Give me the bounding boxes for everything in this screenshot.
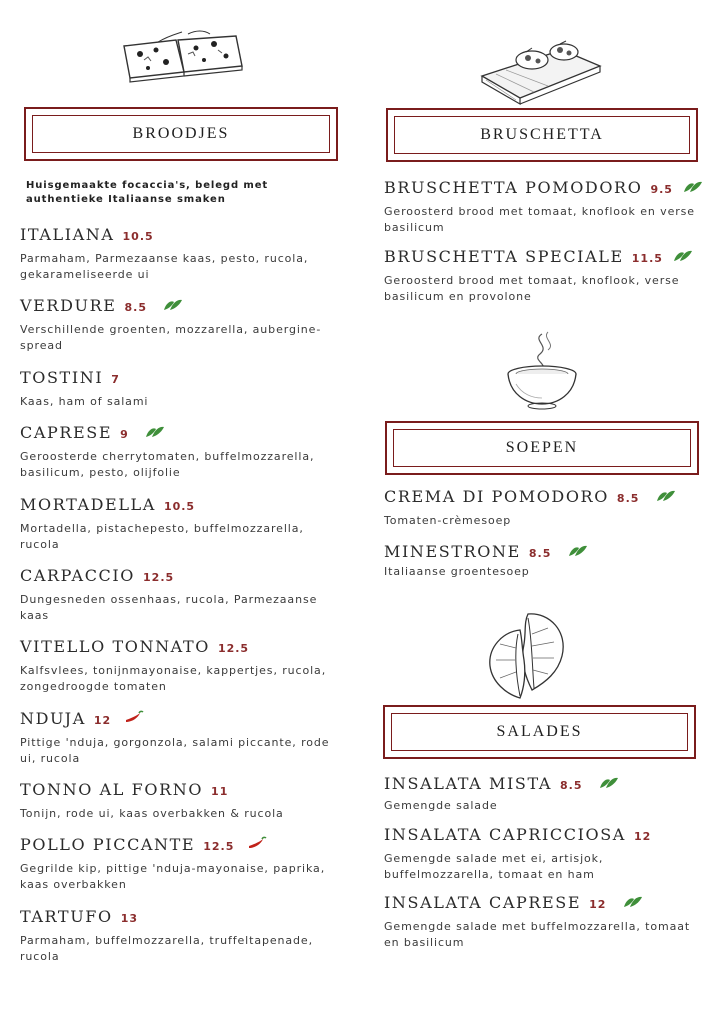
- menu-item-insalata-mista: [384, 774, 704, 814]
- menu-item-nduja: [20, 709, 340, 767]
- leaf-icon: [163, 299, 183, 311]
- menu-item-minestrone: [384, 542, 704, 580]
- leaf-icon: [145, 426, 165, 438]
- chili-icon: [124, 710, 144, 724]
- item-price: 12: [589, 898, 607, 911]
- menu-item-insalata-caprese: [384, 893, 704, 951]
- item-description: Gemengde salade: [384, 799, 498, 812]
- item-description: Gegrilde kip, pittige 'nduja-mayonaise, paprika, kaas overbakken: [20, 862, 326, 891]
- soepen-header: [385, 421, 699, 475]
- menu-item-mortadella: [20, 495, 340, 553]
- item-description: Geroosterde cherrytomaten, buffelmozzarella, basilicum, pesto, olijfolie: [20, 450, 315, 479]
- item-description: Verschillende groenten, mozzarella, aubergine-spread: [20, 323, 322, 352]
- item-price: 8.5: [560, 779, 583, 792]
- item-description: Kalfsvlees, tonijnmayonaise, kappertjes, rucola, zongedroogde tomaten: [20, 664, 327, 693]
- menu-item-insalata-capricciosa: [384, 825, 704, 883]
- salades-header: [383, 705, 696, 759]
- menu-item-bruschetta-speciale: [384, 247, 704, 305]
- menu-item-tartufo: [20, 907, 340, 965]
- item-price: 12: [633, 830, 652, 843]
- item-name: INSALATA CAPRICCIOSA: [384, 825, 626, 844]
- leaf-icon: [683, 181, 703, 193]
- item-name: TARTUFO: [20, 907, 113, 926]
- item-name: CREMA DI POMODORO: [384, 487, 609, 506]
- item-description: Geroosterd brood met tomaat, knoflook en verse basilicum: [384, 205, 695, 234]
- item-description: Kaas, ham of salami: [20, 395, 149, 408]
- menu-item-tonno-al-forno: [20, 780, 340, 822]
- broodjes-intro: Huisgemaakte focaccia's, belegd met authentieke Italiaanse smaken: [26, 180, 269, 205]
- item-price: 8.5: [124, 301, 148, 314]
- item-description: Gemengde salade met buffelmozzarella, tomaat en basilicum: [384, 920, 691, 949]
- item-price: 12.5: [217, 642, 250, 655]
- soepen-title: SOEPEN: [505, 439, 579, 456]
- focaccia-illustration: [118, 28, 248, 84]
- item-description: Pittige 'nduja, gorgonzola, salami piccante, rode ui, rucola: [20, 736, 330, 765]
- menu-item-caprese: [20, 423, 340, 481]
- item-price: 9: [120, 428, 129, 441]
- item-name: POLLO PICCANTE: [20, 835, 196, 854]
- item-name: CAPRESE: [20, 423, 113, 442]
- item-name: MORTADELLA: [20, 495, 156, 514]
- lettuce-illustration: [480, 608, 576, 704]
- item-name: TOSTINI: [20, 368, 104, 387]
- item-name: VERDURE: [20, 296, 117, 315]
- item-description: Tonijn, rode ui, kaas overbakken & rucola: [20, 807, 284, 820]
- chili-icon: [247, 836, 267, 850]
- menu-item-pollo-piccante: [20, 835, 340, 893]
- broodjes-header: [24, 107, 338, 161]
- menu-item-carpaccio: [20, 566, 340, 624]
- item-price: 8.5: [616, 492, 640, 505]
- bruschetta-header: [386, 108, 698, 162]
- menu-item-crema-di-pomodoro: [384, 487, 704, 529]
- leaf-icon: [673, 250, 693, 262]
- salades-title: SALADES: [496, 723, 583, 740]
- menu-item-italiana: [20, 225, 340, 283]
- item-price: 7: [111, 373, 120, 386]
- item-name: NDUJA: [20, 709, 86, 728]
- leaf-icon: [656, 490, 676, 502]
- bruschetta-title: BRUSCHETTA: [480, 126, 604, 143]
- item-description: Tomaten-crèmesoep: [384, 514, 512, 527]
- item-description: Parmaham, buffelmozzarella, truffeltapenade, rucola: [20, 934, 313, 963]
- item-name: BRUSCHETTA SPECIALE: [384, 247, 624, 266]
- item-name: TONNO AL FORNO: [20, 780, 204, 799]
- menu-item-bruschetta-pomodoro: [384, 178, 704, 236]
- item-price: 10.5: [163, 500, 196, 513]
- item-description: Dungesneden ossenhaas, rucola, Parmezaanse kaas: [20, 593, 318, 622]
- item-description: Parmaham, Parmezaanse kaas, pesto, rucola, gekarameliseerde ui: [20, 252, 309, 281]
- soup-bowl-illustration: [502, 328, 582, 412]
- item-price: 12: [93, 714, 112, 727]
- leaf-icon: [599, 777, 619, 789]
- item-price: 9.5: [650, 183, 673, 196]
- item-description: Geroosterd brood met tomaat, knoflook, verse basilicum en provolone: [384, 274, 680, 303]
- item-name: CARPACCIO: [20, 566, 136, 585]
- item-description: Italiaanse groentesoep: [384, 565, 530, 578]
- item-price: 8.5: [528, 547, 552, 560]
- item-name: INSALATA CAPRESE: [384, 893, 582, 912]
- menu-item-tostini: [20, 368, 340, 410]
- menu-item-verdure: [20, 296, 340, 354]
- menu-item-vitello-tonnato: [20, 637, 340, 695]
- item-price: 11.5: [631, 252, 663, 265]
- item-name: INSALATA MISTA: [384, 774, 552, 793]
- item-description: Mortadella, pistachepesto, buffelmozzarella, rucola: [20, 522, 304, 551]
- item-price: 13: [120, 912, 139, 925]
- item-name: VITELLO TONNATO: [20, 637, 210, 656]
- item-name: BRUSCHETTA POMODORO: [384, 178, 643, 197]
- item-name: ITALIANA: [20, 225, 115, 244]
- bruschetta-board-illustration: [476, 30, 606, 108]
- item-price: 11: [211, 785, 229, 798]
- leaf-icon: [568, 545, 588, 557]
- broodjes-title: BROODJES: [132, 125, 230, 142]
- item-price: 12.5: [203, 840, 235, 853]
- item-name: MINESTRONE: [384, 542, 521, 561]
- item-price: 12.5: [143, 571, 175, 584]
- item-price: 10.5: [122, 230, 154, 243]
- leaf-icon: [623, 896, 643, 908]
- item-description: Gemengde salade met ei, artisjok, buffelmozzarella, tomaat en ham: [384, 852, 604, 881]
